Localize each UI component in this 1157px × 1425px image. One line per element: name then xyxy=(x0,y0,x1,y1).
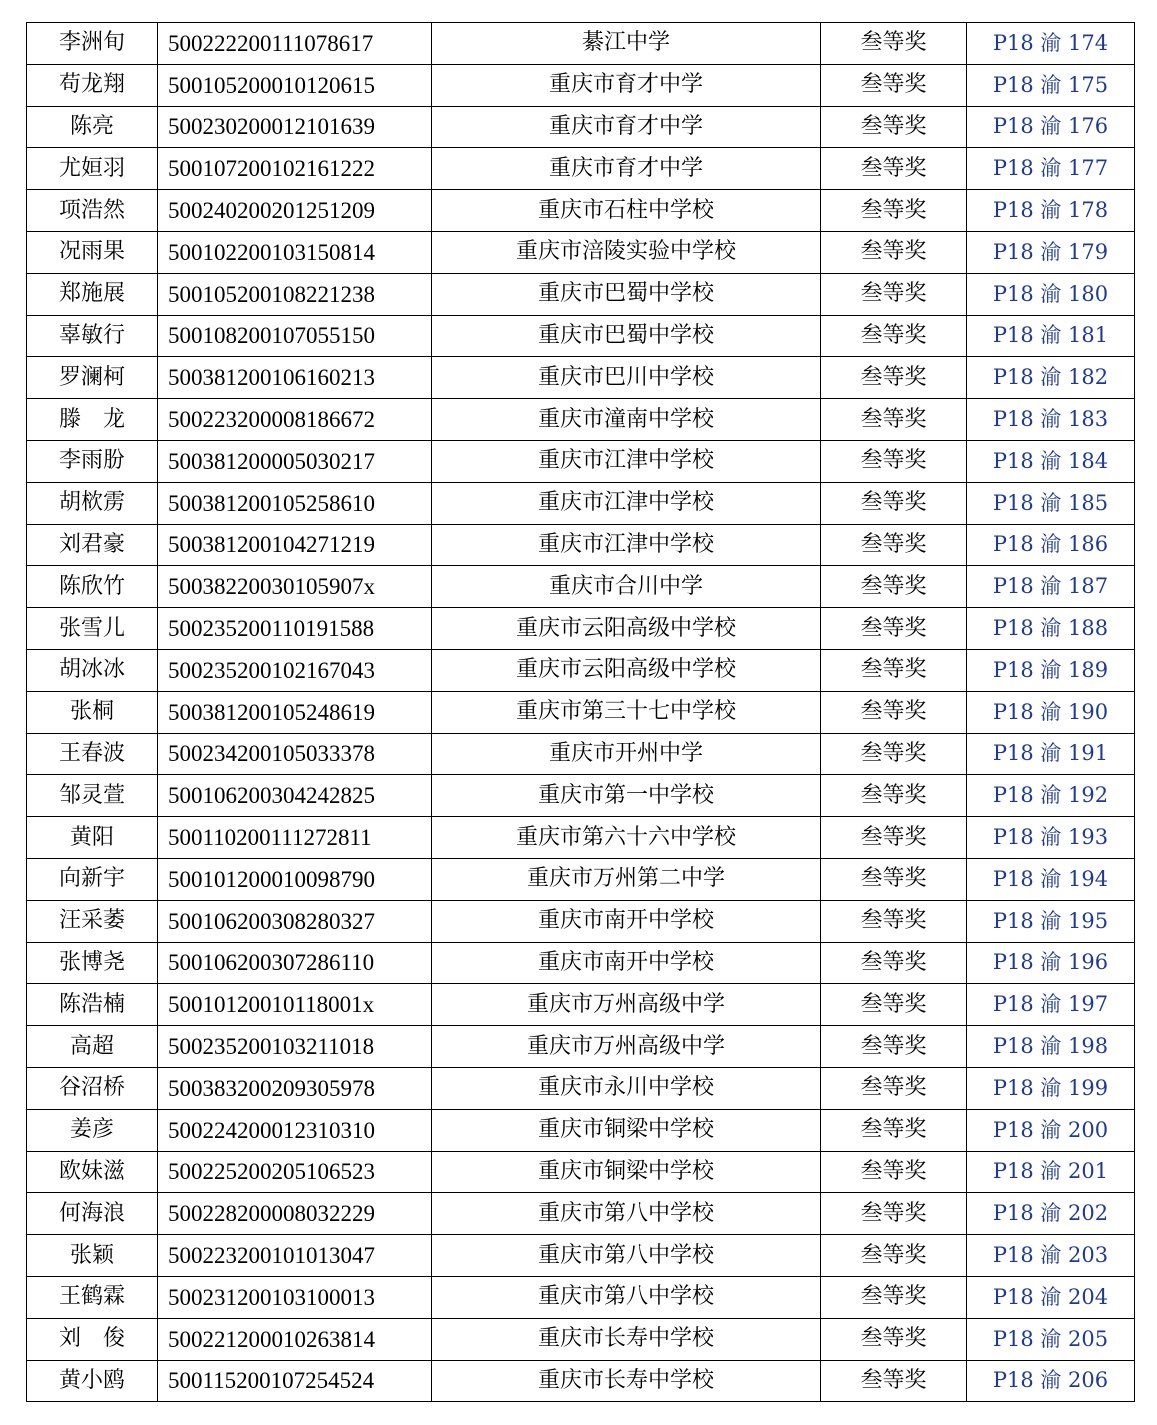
school-name: 重庆市合川中学 xyxy=(432,566,821,608)
award-level: 叁等奖 xyxy=(821,1360,967,1402)
table-row xyxy=(27,273,1135,315)
student-id-number: 500235200103211018 xyxy=(158,1026,432,1068)
table-row xyxy=(27,440,1135,482)
student-name: 陈欣竹 xyxy=(27,566,158,608)
student-name: 张博尧 xyxy=(27,942,158,984)
award-level: 叁等奖 xyxy=(821,357,967,399)
certificate-number: P18 渝 202 xyxy=(967,1193,1135,1235)
certificate-number: P18 渝 196 xyxy=(967,942,1135,984)
table-row xyxy=(27,190,1135,232)
school-name: 重庆市长寿中学校 xyxy=(432,1360,821,1402)
student-name: 陈浩楠 xyxy=(27,984,158,1026)
award-level: 叁等奖 xyxy=(821,691,967,733)
student-id-number: 500101200010098790 xyxy=(158,858,432,900)
certificate-number: P18 渝 175 xyxy=(967,64,1135,106)
school-name: 重庆市育才中学 xyxy=(432,64,821,106)
table-row xyxy=(27,64,1135,106)
student-name: 张雪儿 xyxy=(27,608,158,650)
student-name: 向新宇 xyxy=(27,858,158,900)
student-id-number: 500105200108221238 xyxy=(158,273,432,315)
certificate-number: P18 渝 195 xyxy=(967,900,1135,942)
certificate-number: P18 渝 187 xyxy=(967,566,1135,608)
award-level: 叁等奖 xyxy=(821,900,967,942)
student-name: 王鹤霖 xyxy=(27,1276,158,1318)
table-row xyxy=(27,482,1135,524)
student-id-number: 50010120010118001x xyxy=(158,984,432,1026)
school-name: 重庆市第一中学校 xyxy=(432,775,821,817)
student-id-number: 500225200205106523 xyxy=(158,1151,432,1193)
student-name: 张颖 xyxy=(27,1235,158,1277)
table-row xyxy=(27,524,1135,566)
student-id-number: 500381200005030217 xyxy=(158,440,432,482)
certificate-number: P18 渝 174 xyxy=(967,23,1135,65)
school-name: 重庆市潼南中学校 xyxy=(432,399,821,441)
award-level: 叁等奖 xyxy=(821,190,967,232)
school-name: 重庆市江津中学校 xyxy=(432,482,821,524)
school-name: 重庆市巴蜀中学校 xyxy=(432,273,821,315)
certificate-number: P18 渝 190 xyxy=(967,691,1135,733)
award-level: 叁等奖 xyxy=(821,148,967,190)
school-name: 重庆市万州第二中学 xyxy=(432,858,821,900)
table-row xyxy=(27,1193,1135,1235)
school-name: 重庆市第八中学校 xyxy=(432,1276,821,1318)
table-row xyxy=(27,1109,1135,1151)
award-level: 叁等奖 xyxy=(821,1318,967,1360)
table-row xyxy=(27,691,1135,733)
certificate-number: P18 渝 184 xyxy=(967,440,1135,482)
student-name: 王春波 xyxy=(27,733,158,775)
student-id-number: 500230200012101639 xyxy=(158,106,432,148)
certificate-number: P18 渝 183 xyxy=(967,399,1135,441)
student-name: 何海浪 xyxy=(27,1193,158,1235)
certificate-number: P18 渝 191 xyxy=(967,733,1135,775)
certificate-number: P18 渝 200 xyxy=(967,1109,1135,1151)
school-name: 重庆市第六十六中学校 xyxy=(432,817,821,859)
student-name: 滕 龙 xyxy=(27,399,158,441)
table-row xyxy=(27,942,1135,984)
award-level: 叁等奖 xyxy=(821,1235,967,1277)
table-row xyxy=(27,148,1135,190)
award-level: 叁等奖 xyxy=(821,1151,967,1193)
student-name: 胡冰冰 xyxy=(27,649,158,691)
school-name: 重庆市石柱中学校 xyxy=(432,190,821,232)
student-name: 欧妹滋 xyxy=(27,1151,158,1193)
student-id-number: 500381200105248619 xyxy=(158,691,432,733)
certificate-number: P18 渝 176 xyxy=(967,106,1135,148)
table-row xyxy=(27,1067,1135,1109)
award-level: 叁等奖 xyxy=(821,1109,967,1151)
school-name: 重庆市万州高级中学 xyxy=(432,984,821,1026)
table-row xyxy=(27,900,1135,942)
award-level: 叁等奖 xyxy=(821,524,967,566)
student-id-number: 500381200105258610 xyxy=(158,482,432,524)
school-name: 重庆市云阳高级中学校 xyxy=(432,649,821,691)
table-row xyxy=(27,984,1135,1026)
certificate-number: P18 渝 205 xyxy=(967,1318,1135,1360)
student-id-number: 500381200104271219 xyxy=(158,524,432,566)
award-level: 叁等奖 xyxy=(821,858,967,900)
student-name: 苟龙翔 xyxy=(27,64,158,106)
student-id-number: 500223200101013047 xyxy=(158,1235,432,1277)
certificate-number: P18 渝 204 xyxy=(967,1276,1135,1318)
award-level: 叁等奖 xyxy=(821,566,967,608)
certificate-number: P18 渝 198 xyxy=(967,1026,1135,1068)
certificate-number: P18 渝 181 xyxy=(967,315,1135,357)
student-id-number: 500221200010263814 xyxy=(158,1318,432,1360)
student-name: 刘君豪 xyxy=(27,524,158,566)
student-id-number: 500224200012310310 xyxy=(158,1109,432,1151)
student-id-number: 500106200307286110 xyxy=(158,942,432,984)
student-name: 胡栨雳 xyxy=(27,482,158,524)
school-name: 重庆市育才中学 xyxy=(432,148,821,190)
certificate-number: P18 渝 194 xyxy=(967,858,1135,900)
certificate-number: P18 渝 201 xyxy=(967,1151,1135,1193)
student-id-number: 500228200008032229 xyxy=(158,1193,432,1235)
student-name: 高超 xyxy=(27,1026,158,1068)
table-row xyxy=(27,399,1135,441)
student-id-number: 500106200308280327 xyxy=(158,900,432,942)
school-name: 重庆市江津中学校 xyxy=(432,440,821,482)
table-row xyxy=(27,1151,1135,1193)
award-list-table xyxy=(26,22,1135,1402)
student-id-number: 500105200010120615 xyxy=(158,64,432,106)
school-name: 重庆市万州高级中学 xyxy=(432,1026,821,1068)
certificate-number: P18 渝 199 xyxy=(967,1067,1135,1109)
award-level: 叁等奖 xyxy=(821,608,967,650)
table-row xyxy=(27,1318,1135,1360)
award-level: 叁等奖 xyxy=(821,1067,967,1109)
student-name: 尤姮羽 xyxy=(27,148,158,190)
school-name: 重庆市长寿中学校 xyxy=(432,1318,821,1360)
student-id-number: 500383200209305978 xyxy=(158,1067,432,1109)
award-level: 叁等奖 xyxy=(821,399,967,441)
certificate-number: P18 渝 197 xyxy=(967,984,1135,1026)
student-name: 姜彦 xyxy=(27,1109,158,1151)
table-row xyxy=(27,566,1135,608)
student-id-number: 500381200106160213 xyxy=(158,357,432,399)
certificate-number: P18 渝 193 xyxy=(967,817,1135,859)
table-row xyxy=(27,649,1135,691)
student-id-number: 50038220030105907x xyxy=(158,566,432,608)
certificate-number: P18 渝 177 xyxy=(967,148,1135,190)
table-row xyxy=(27,858,1135,900)
award-level: 叁等奖 xyxy=(821,733,967,775)
award-level: 叁等奖 xyxy=(821,1193,967,1235)
table-row xyxy=(27,315,1135,357)
student-id-number: 500107200102161222 xyxy=(158,148,432,190)
certificate-number: P18 渝 179 xyxy=(967,231,1135,273)
student-name: 项浩然 xyxy=(27,190,158,232)
certificate-number: P18 渝 185 xyxy=(967,482,1135,524)
award-level: 叁等奖 xyxy=(821,1276,967,1318)
student-id-number: 500240200201251209 xyxy=(158,190,432,232)
student-name: 张桐 xyxy=(27,691,158,733)
award-level: 叁等奖 xyxy=(821,817,967,859)
table-row xyxy=(27,1360,1135,1402)
student-id-number: 500108200107055150 xyxy=(158,315,432,357)
student-name: 况雨果 xyxy=(27,231,158,273)
school-name: 重庆市南开中学校 xyxy=(432,900,821,942)
award-level: 叁等奖 xyxy=(821,482,967,524)
student-id-number: 500223200008186672 xyxy=(158,399,432,441)
certificate-number: P18 渝 188 xyxy=(967,608,1135,650)
school-name: 重庆市育才中学 xyxy=(432,106,821,148)
student-name: 郑施展 xyxy=(27,273,158,315)
student-name: 黄小鸥 xyxy=(27,1360,158,1402)
school-name: 重庆市巴川中学校 xyxy=(432,357,821,399)
school-name: 重庆市江津中学校 xyxy=(432,524,821,566)
student-id-number: 500235200102167043 xyxy=(158,649,432,691)
award-level: 叁等奖 xyxy=(821,106,967,148)
table-row xyxy=(27,231,1135,273)
table-row xyxy=(27,357,1135,399)
school-name: 重庆市南开中学校 xyxy=(432,942,821,984)
table-row xyxy=(27,23,1135,65)
student-name: 邹灵萱 xyxy=(27,775,158,817)
student-id-number: 500231200103100013 xyxy=(158,1276,432,1318)
award-level: 叁等奖 xyxy=(821,23,967,65)
award-level: 叁等奖 xyxy=(821,775,967,817)
school-name: 重庆市巴蜀中学校 xyxy=(432,315,821,357)
award-level: 叁等奖 xyxy=(821,231,967,273)
school-name: 重庆市第八中学校 xyxy=(432,1235,821,1277)
school-name: 重庆市永川中学校 xyxy=(432,1067,821,1109)
certificate-number: P18 渝 203 xyxy=(967,1235,1135,1277)
student-id-number: 500234200105033378 xyxy=(158,733,432,775)
student-name: 罗澜柯 xyxy=(27,357,158,399)
student-name: 谷沼桥 xyxy=(27,1067,158,1109)
student-id-number: 500102200103150814 xyxy=(158,231,432,273)
certificate-number: P18 渝 180 xyxy=(967,273,1135,315)
school-name: 重庆市铜梁中学校 xyxy=(432,1109,821,1151)
school-name: 重庆市第三十七中学校 xyxy=(432,691,821,733)
certificate-number: P18 渝 178 xyxy=(967,190,1135,232)
award-level: 叁等奖 xyxy=(821,942,967,984)
certificate-number: P18 渝 192 xyxy=(967,775,1135,817)
table-row xyxy=(27,1026,1135,1068)
table-row xyxy=(27,608,1135,650)
student-name: 辜敏行 xyxy=(27,315,158,357)
student-name: 李雨朌 xyxy=(27,440,158,482)
award-level: 叁等奖 xyxy=(821,64,967,106)
award-level: 叁等奖 xyxy=(821,984,967,1026)
student-name: 陈亮 xyxy=(27,106,158,148)
award-list-body xyxy=(27,23,1135,1402)
student-name: 汪采萎 xyxy=(27,900,158,942)
school-name: 綦江中学 xyxy=(432,23,821,65)
student-name: 刘 俊 xyxy=(27,1318,158,1360)
certificate-number: P18 渝 206 xyxy=(967,1360,1135,1402)
student-id-number: 500106200304242825 xyxy=(158,775,432,817)
table-row xyxy=(27,817,1135,859)
table-row xyxy=(27,733,1135,775)
table-row xyxy=(27,106,1135,148)
student-id-number: 500235200110191588 xyxy=(158,608,432,650)
student-id-number: 500110200111272811 xyxy=(158,817,432,859)
award-level: 叁等奖 xyxy=(821,315,967,357)
award-level: 叁等奖 xyxy=(821,273,967,315)
student-name: 李洲旬 xyxy=(27,23,158,65)
certificate-number: P18 渝 189 xyxy=(967,649,1135,691)
school-name: 重庆市开州中学 xyxy=(432,733,821,775)
table-row xyxy=(27,1276,1135,1318)
school-name: 重庆市云阳高级中学校 xyxy=(432,608,821,650)
certificate-number: P18 渝 186 xyxy=(967,524,1135,566)
student-id-number: 500115200107254524 xyxy=(158,1360,432,1402)
student-id-number: 500222200111078617 xyxy=(158,23,432,65)
school-name: 重庆市第八中学校 xyxy=(432,1193,821,1235)
school-name: 重庆市涪陵实验中学校 xyxy=(432,231,821,273)
award-level: 叁等奖 xyxy=(821,649,967,691)
school-name: 重庆市铜梁中学校 xyxy=(432,1151,821,1193)
award-level: 叁等奖 xyxy=(821,440,967,482)
table-row xyxy=(27,775,1135,817)
student-name: 黄阳 xyxy=(27,817,158,859)
award-level: 叁等奖 xyxy=(821,1026,967,1068)
table-row xyxy=(27,1235,1135,1277)
certificate-number: P18 渝 182 xyxy=(967,357,1135,399)
